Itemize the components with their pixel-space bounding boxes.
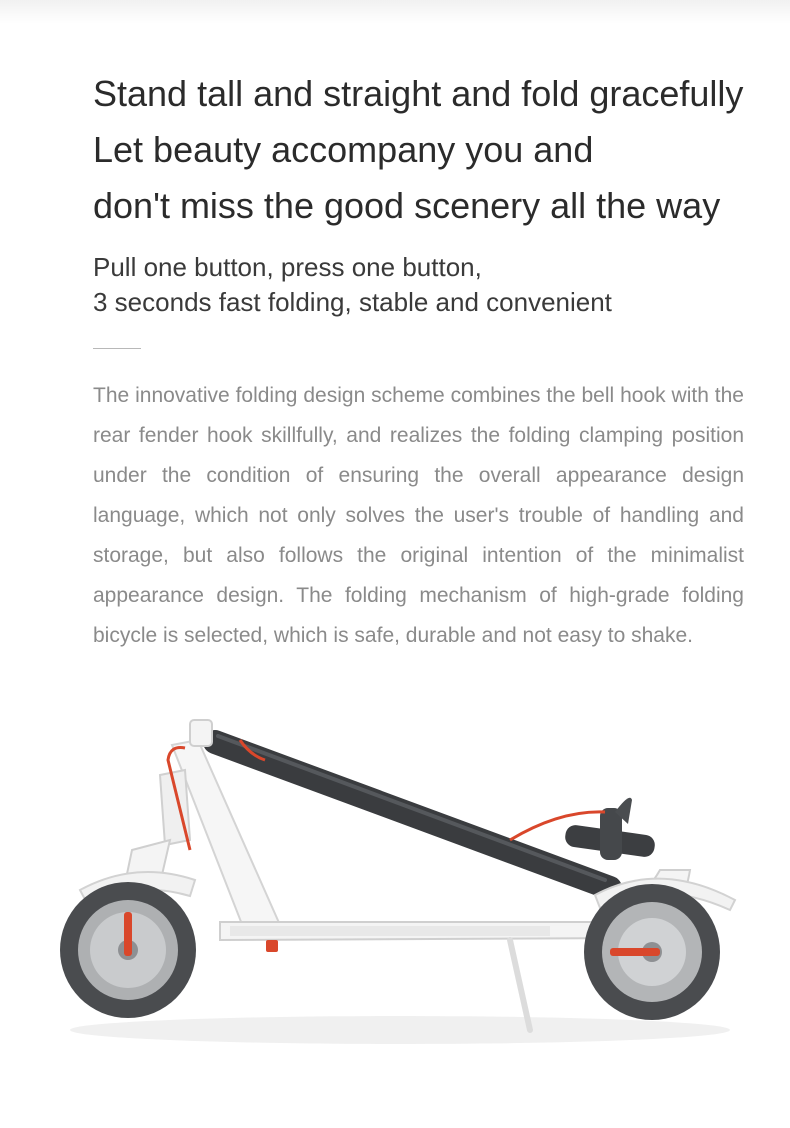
handlebar-grip xyxy=(564,798,656,860)
headline xyxy=(93,66,773,234)
rear-wheel xyxy=(584,884,720,1020)
side-reflector xyxy=(266,940,278,952)
folded-scooter-image xyxy=(40,700,760,1080)
description-paragraph: The innovative folding design scheme combines the bell hook with the rear fender hook skillfully, and realizes the folding clamping position under the condition of ensuring the overall appearance design language, which not only solves the user's trouble of handling and storage, but also follows the original intention of the minimalist appearance design. The folding mechanism of high-grade folding bicycle is selected, which is safe, durable and not easy to shake. xyxy=(93,384,744,647)
divider xyxy=(93,348,141,349)
kickstand xyxy=(510,940,530,1030)
ground-shadow xyxy=(70,1016,730,1044)
front-wheel xyxy=(60,882,196,1018)
headline-line-1: Stand tall and straight and fold gracefully xyxy=(93,73,744,114)
top-fade xyxy=(0,0,790,24)
headline-line-3: don't miss the good scenery all the way xyxy=(93,185,721,226)
subheadline xyxy=(93,250,773,320)
stem-pole xyxy=(215,736,610,888)
subheadline-line-1: Pull one button, press one button, xyxy=(93,252,482,282)
headline-line-2: Let beauty accompany you and xyxy=(93,129,594,170)
subheadline-line-2: 3 seconds fast folding, stable and convenient xyxy=(93,287,612,317)
